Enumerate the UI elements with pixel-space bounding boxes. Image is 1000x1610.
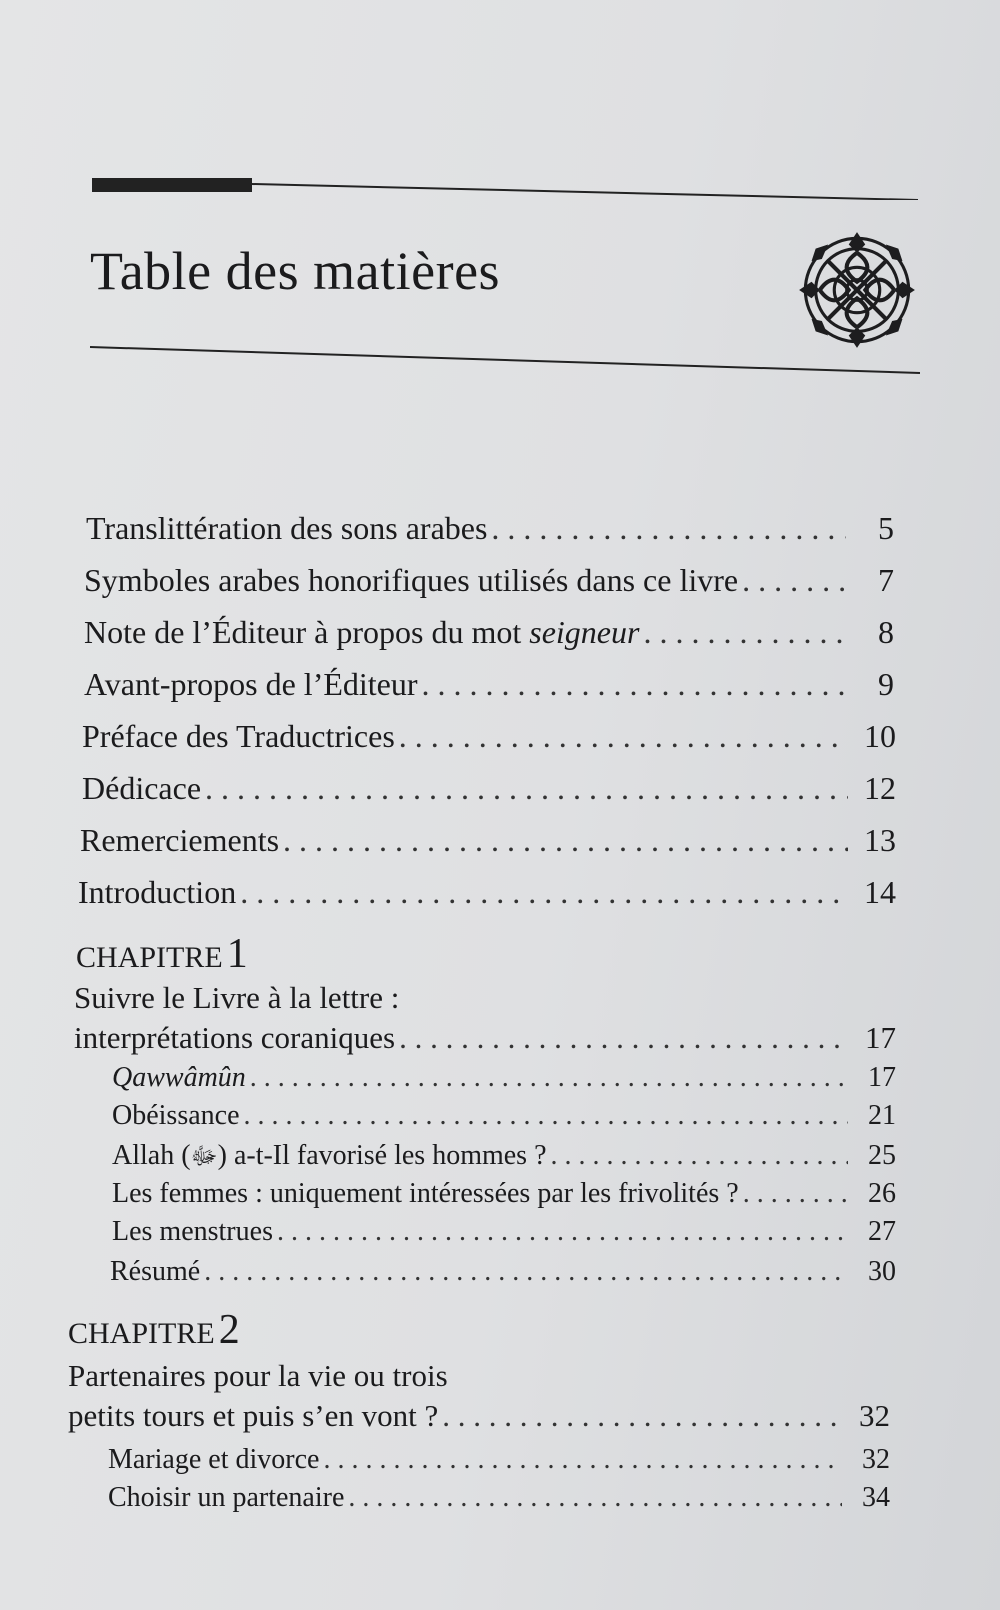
dot-leader — [277, 1216, 848, 1248]
entry-label: Les menstrues — [112, 1216, 273, 1247]
entry-label: Note de l’Éditeur à propos du mot seigneur — [84, 614, 640, 650]
header-bottom-rule — [90, 345, 920, 375]
honorific-seal-icon: ﷻ — [190, 1144, 218, 1170]
entry-page: 12 — [864, 770, 896, 806]
toc-entry-chapter-1[interactable] — [74, 1020, 896, 1056]
dot-leader — [250, 1062, 848, 1094]
chapter-1-title-line-1: Suivre le Livre à la lettre : — [74, 980, 400, 1015]
toc-section-allah-favorise[interactable] — [112, 1140, 896, 1176]
entry-label: Les femmes : uniquement intéressées par les frivolités ? — [112, 1178, 739, 1209]
dot-leader — [422, 666, 846, 703]
entry-page: 13 — [864, 822, 896, 858]
chapter-number: 1 — [226, 931, 248, 977]
toc-entry-note-editeur[interactable] — [84, 614, 894, 651]
dot-leader — [323, 1444, 842, 1476]
toc-section-mariage-divorce[interactable] — [108, 1444, 890, 1476]
entry-page: 14 — [864, 874, 896, 910]
entry-page: 5 — [878, 510, 894, 546]
dot-leader — [399, 1020, 848, 1056]
dot-leader — [244, 1100, 848, 1132]
entry-page: 32 — [859, 1398, 890, 1433]
toc-section-femmes-frivolites[interactable] — [112, 1178, 896, 1210]
dot-leader — [742, 562, 846, 599]
dot-leader — [348, 1482, 842, 1514]
entry-page: 8 — [878, 614, 894, 650]
entry-label: Obéissance — [112, 1100, 240, 1131]
toc-entry-chapter-2[interactable] — [68, 1398, 890, 1434]
entry-page: 7 — [878, 562, 894, 598]
entry-label: Translittération des sons arabes — [86, 510, 488, 546]
toc-entry-dedicace[interactable] — [82, 770, 896, 807]
entry-page: 26 — [868, 1178, 896, 1209]
dot-leader — [442, 1398, 842, 1434]
dot-leader — [551, 1140, 848, 1172]
entry-page: 34 — [862, 1482, 890, 1513]
toc-section-qawwamun[interactable] — [112, 1062, 896, 1094]
chapter-1-heading — [76, 930, 248, 978]
entry-label: Préface des Traductrices — [82, 718, 395, 754]
entry-page: 21 — [868, 1100, 896, 1131]
entry-label: Remerciements — [80, 822, 280, 858]
toc-section-obeissance[interactable] — [112, 1100, 896, 1132]
toc-section-choisir-partenaire[interactable] — [108, 1482, 890, 1514]
entry-label: Symboles arabes honorifiques utilisés dans ce livre — [84, 562, 739, 598]
page-title: Table des matières — [90, 241, 501, 301]
toc-entry-avant-propos[interactable] — [84, 666, 894, 703]
toc-entry-symboles[interactable] — [84, 562, 894, 599]
entry-label: Mariage et divorce — [108, 1444, 320, 1475]
entry-label: Choisir un partenaire — [108, 1482, 345, 1513]
chapter-word: CHAPITRE — [76, 941, 223, 974]
entry-page: 10 — [864, 718, 896, 754]
dot-leader — [743, 1178, 848, 1210]
entry-page: 17 — [868, 1062, 896, 1093]
dot-leader — [283, 822, 848, 859]
dot-leader — [205, 770, 848, 807]
dot-leader — [204, 1256, 848, 1288]
entry-label: Avant-propos de l’Éditeur — [84, 666, 418, 702]
toc-section-resume[interactable] — [110, 1256, 896, 1288]
entry-label: petits tours et puis s’en vont ? — [68, 1398, 439, 1433]
entry-label: Allah (ﷻ) a-t-Il favorisé les hommes ? — [112, 1140, 547, 1171]
entry-label: interprétations coraniques — [74, 1020, 396, 1055]
toc-entry-preface[interactable] — [82, 718, 896, 755]
entry-page: 32 — [862, 1444, 890, 1475]
toc-section-menstrues[interactable] — [112, 1216, 896, 1248]
entry-page: 30 — [868, 1256, 896, 1287]
header-top-rule — [92, 178, 918, 200]
chapter-number: 2 — [218, 1307, 240, 1353]
entry-label: Introduction — [78, 874, 237, 910]
toc-entry-transliteration[interactable] — [86, 510, 894, 547]
entry-page: 25 — [868, 1140, 896, 1171]
dot-leader — [240, 874, 848, 911]
dot-leader — [491, 510, 846, 547]
entry-page: 17 — [865, 1020, 896, 1055]
entry-page: 9 — [878, 666, 894, 702]
entry-label: Dédicace — [82, 770, 202, 806]
toc-entry-introduction[interactable] — [78, 874, 896, 911]
dot-leader — [643, 614, 846, 651]
entry-label: Résumé — [110, 1256, 201, 1287]
dot-leader — [399, 718, 848, 755]
entry-label: Qawwâmûn — [112, 1062, 246, 1093]
chapter-2-title-line-1: Partenaires pour la vie ou trois — [68, 1358, 448, 1393]
toc-entry-remerciements[interactable] — [80, 822, 896, 859]
arabesque-ornament-icon — [795, 228, 919, 352]
chapter-2-heading — [68, 1306, 240, 1354]
chapter-word: CHAPITRE — [68, 1317, 215, 1350]
entry-page: 27 — [868, 1216, 896, 1247]
